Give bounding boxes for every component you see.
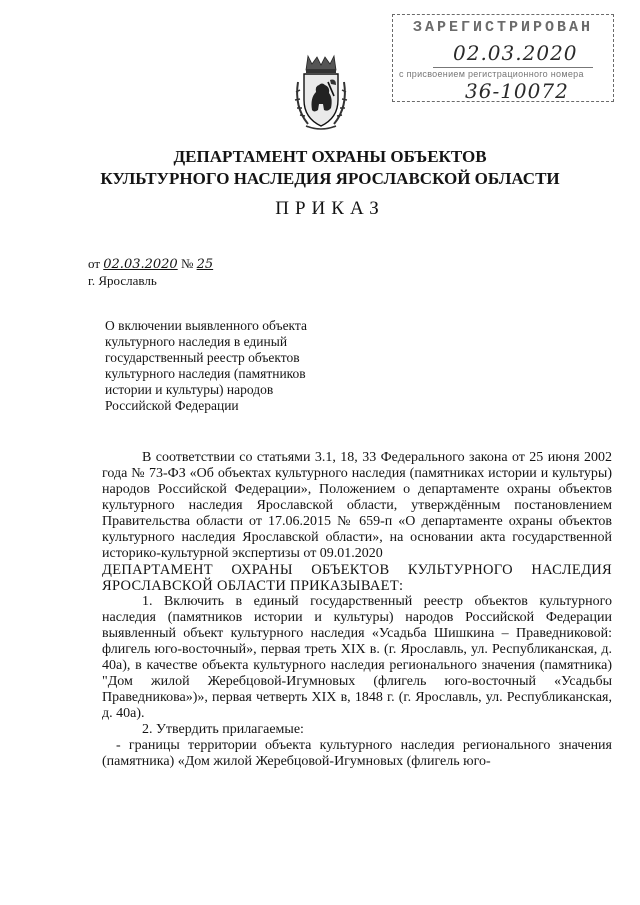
coat-of-arms-icon xyxy=(290,52,352,134)
order-date-number xyxy=(88,256,213,272)
stamp-number: 36-10072 xyxy=(465,79,569,103)
number-prefix: № xyxy=(180,256,194,271)
handwritten-date: 02.03.2020 xyxy=(103,257,178,272)
order-body xyxy=(102,450,612,770)
date-prefix: от xyxy=(88,256,101,271)
order-clause: ДЕПАРТАМЕНТ ОХРАНЫ ОБЪЕКТОВ КУЛЬТУРНОГО НАСЛЕДИЯ ЯРОСЛАВСКОЙ ОБЛАСТИ ПРИКАЗЫВАЕТ: xyxy=(102,562,612,594)
handwritten-number: 25 xyxy=(196,257,214,272)
stamp-title: ЗАРЕГИСТРИРОВАН xyxy=(412,19,594,36)
department-heading-line1: ДЕПАРТАМЕНТ ОХРАНЫ ОБЪЕКТОВ xyxy=(173,147,487,166)
order-subject xyxy=(105,318,355,414)
item-1-paragraph: 1. Включить в единый государственный реестр объектов культурного наследия (памятников истории и культуры) народов Российской Федерации выявленный объект культурного наследия «Усадьба Шишкина – Праведниковой: флигель юго-восточный», первая треть XIX в. (г. Ярославль, ул. Республиканская, д. 40а), в качестве объекта культурного наследия регионального значения (памятника) "Дом жилой Жеребцовой-Игумновых (флигель юго-восточный «Усадьбы Праведникова»)», первая четверть XIX в, 1848 г. (г. Ярославль, ул. Республиканская, д. 40а). xyxy=(102,594,612,721)
subject-line: О включении выявленного объекта xyxy=(105,318,307,333)
department-heading-line2: КУЛЬТУРНОГО НАСЛЕДИЯ ЯРОСЛАВСКОЙ ОБЛАСТИ xyxy=(100,169,560,188)
subject-line: истории и культуры) народов xyxy=(105,382,274,397)
item-2-sub-paragraph: - границы территории объекта культурного наследия регионального значения (памятника) «Дом жилой Жеребцовой-Игумновых (флигель юго- xyxy=(102,738,612,769)
item-2-paragraph: 2. Утвердить прилагаемые: xyxy=(142,722,304,737)
subject-line: государственный реестр объектов xyxy=(105,350,300,365)
city-label: г. Ярославль xyxy=(88,273,157,288)
registration-stamp xyxy=(392,14,614,102)
subject-line: Российской Федерации xyxy=(105,398,239,413)
subject-line: культурного наследия в единый xyxy=(105,334,288,349)
stamp-date: 02.03.2020 xyxy=(453,41,578,65)
stamp-note: с присвоением регистрационного номера xyxy=(399,69,584,79)
subject-line: культурного наследия (памятников xyxy=(105,366,306,381)
doc-type-title: ПРИКАЗ xyxy=(275,198,385,219)
preamble-paragraph: В соответствии со статьями 3.1, 18, 33 Федерального закона от 25 июня 2002 года № 73-ФЗ «Об объектах культурного наследия (памятниках истории и культуры) народов Российской Федерации», Положением о департаменте охраны объектов культурного наследия Ярославской области, утверждённым постановлением Правительства области от 17.06.2015 № 659-п «О департаменте охраны объектов культурного наследия Ярославской области», на основании акта государственной историко-культурной экспертизы от 09.01.2020 xyxy=(102,450,612,561)
stamp-divider xyxy=(433,67,593,68)
